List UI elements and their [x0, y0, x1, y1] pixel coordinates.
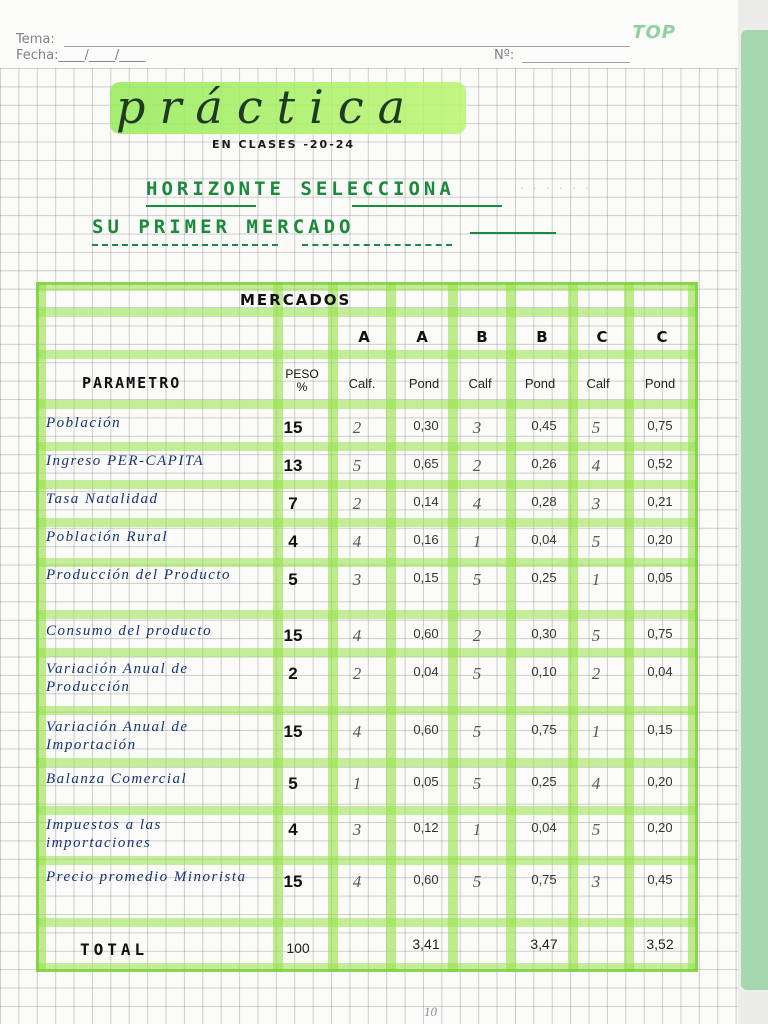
calf-b-value: 2 [472, 456, 482, 475]
pond-b-value: 0,25 [531, 570, 557, 585]
numero-label: Nº: [494, 48, 515, 63]
market-label: A [416, 328, 428, 346]
total-pond-b: 3,47 [530, 936, 558, 952]
calf-b-value: 5 [472, 722, 482, 741]
calf-b-value: 5 [472, 872, 482, 891]
calf-a-value: 2 [352, 494, 362, 513]
col-header-pond-a: Pond [408, 376, 440, 391]
calf-b-value: 5 [472, 774, 482, 793]
col-header-pond-b: Pond [524, 376, 556, 391]
pond-c-value: 0,52 [647, 456, 673, 471]
total-pond-c: 3,52 [646, 936, 674, 952]
peso-value: 13 [283, 456, 303, 475]
calf-c-value: 1 [591, 722, 601, 741]
peso-value: 15 [283, 418, 303, 437]
peso-value: 7 [288, 494, 298, 513]
peso-value: 2 [288, 664, 298, 683]
calf-b-value: 1 [472, 532, 482, 551]
calf-c-value: 3 [591, 494, 601, 513]
pond-b-value: 0,25 [531, 774, 557, 789]
pond-b-value: 0,04 [531, 820, 557, 835]
pond-b-value: 0,10 [531, 664, 557, 679]
calf-b-value: 3 [472, 418, 482, 437]
calf-a-value: 3 [352, 820, 362, 839]
pond-a-value: 0,30 [413, 418, 439, 433]
notebook-side-tab [741, 30, 768, 990]
calf-a-value: 4 [352, 532, 362, 551]
calf-c-value: 5 [591, 418, 601, 437]
pond-a-value: 0,15 [413, 570, 439, 585]
parameter-name: Población Rural [46, 529, 169, 545]
fecha-label: Fecha:____/____/____ [16, 48, 146, 63]
calf-c-value: 4 [591, 456, 601, 475]
pond-c-value: 0,21 [647, 494, 673, 509]
market-label: B [476, 328, 488, 346]
pond-c-value: 0,20 [647, 774, 673, 789]
parameter-name: Ingreso PER-CAPITA [46, 453, 205, 469]
parameter-name: Precio promedio Minorista [46, 869, 247, 885]
peso-value: 15 [283, 626, 303, 645]
tema-line [64, 46, 630, 47]
pond-c-value: 0,20 [647, 532, 673, 547]
market-label: C [656, 328, 668, 346]
calf-b-value: 1 [472, 820, 482, 839]
heading-underline-1b [352, 205, 502, 207]
total-label: TOTAL [80, 940, 149, 959]
heading-underline-2a [92, 244, 278, 246]
heading-line-1: HORIZONTE SELECCIONA [146, 178, 455, 200]
peso-value: 4 [288, 820, 298, 839]
pond-b-value: 0,75 [531, 722, 557, 737]
parameter-name: Variación Anual de Importación [46, 719, 189, 753]
peso-value: 15 [283, 872, 303, 891]
peso-value: 15 [283, 722, 303, 741]
brand-logo: TOP [632, 22, 676, 43]
practica-title: práctica [116, 80, 420, 134]
numero-line [522, 62, 630, 63]
peso-value: 5 [288, 570, 298, 589]
pond-a-value: 0,04 [413, 664, 439, 679]
pond-a-value: 0,16 [413, 532, 439, 547]
heading-underline-1a [146, 205, 256, 207]
pond-a-value: 0,65 [413, 456, 439, 471]
pond-a-value: 0,12 [413, 820, 439, 835]
pond-b-value: 0,26 [531, 456, 557, 471]
peso-value: 5 [288, 774, 298, 793]
parameter-name: Población [46, 415, 122, 431]
pond-a-value: 0,60 [413, 722, 439, 737]
parameter-name: Consumo del producto [46, 623, 213, 639]
table-caption: MERCADOS [240, 291, 352, 309]
pond-c-value: 0,75 [647, 626, 673, 641]
pond-c-value: 0,05 [647, 570, 673, 585]
markets-table [36, 282, 698, 972]
calf-b-value: 4 [472, 494, 482, 513]
total-pond-a: 3,41 [412, 936, 440, 952]
calf-c-value: 1 [591, 570, 601, 589]
pond-c-value: 0,45 [647, 872, 673, 887]
calf-c-value: 3 [591, 872, 601, 891]
col-header-calf-a: Calf. [348, 376, 376, 391]
total-peso: 100 [286, 940, 310, 956]
calf-a-value: 4 [352, 722, 362, 741]
market-label: B [536, 328, 548, 346]
pond-b-value: 0,45 [531, 418, 557, 433]
pond-b-value: 0,30 [531, 626, 557, 641]
pond-c-value: 0,75 [647, 418, 673, 433]
parameter-name: Balanza Comercial [46, 771, 188, 787]
practica-subtitle: EN CLASES -20-24 [212, 138, 356, 151]
calf-b-value: 5 [472, 664, 482, 683]
pond-c-value: 0,20 [647, 820, 673, 835]
market-label: A [358, 328, 370, 346]
calf-b-value: 2 [472, 626, 482, 645]
pond-c-value: 0,15 [647, 722, 673, 737]
pond-b-value: 0,75 [531, 872, 557, 887]
market-label: C [596, 328, 608, 346]
calf-a-value: 2 [352, 664, 362, 683]
page-number: 10 [424, 1004, 437, 1019]
col-header-calf-c: Calf [586, 376, 610, 391]
heading-underline-2b [302, 244, 452, 246]
parameter-name: Impuestos a las importaciones [46, 817, 162, 851]
parametro-header: PARAMETRO [82, 374, 182, 392]
pond-a-value: 0,60 [413, 872, 439, 887]
calf-a-value: 5 [352, 456, 362, 475]
heading-dash-line [470, 232, 556, 234]
parameter-name: Producción del Producto [46, 567, 232, 583]
calf-b-value: 5 [472, 570, 482, 589]
heading-line-2: SU PRIMER MERCADO [92, 216, 355, 238]
pond-b-value: 0,04 [531, 532, 557, 547]
calf-a-value: 1 [352, 774, 362, 793]
faded-marks: · · · · · · [520, 182, 592, 195]
calf-a-value: 4 [352, 626, 362, 645]
pond-b-value: 0,28 [531, 494, 557, 509]
col-header-calf-b: Calf [468, 376, 492, 391]
calf-c-value: 5 [591, 532, 601, 551]
calf-a-value: 4 [352, 872, 362, 891]
calf-a-value: 3 [352, 570, 362, 589]
parameter-name: Tasa Natalidad [46, 491, 159, 507]
calf-a-value: 2 [352, 418, 362, 437]
parameter-name: Variación Anual de Producción [46, 661, 189, 695]
calf-c-value: 4 [591, 774, 601, 793]
calf-c-value: 5 [591, 626, 601, 645]
peso-header: PESO % [285, 367, 319, 394]
calf-c-value: 2 [591, 664, 601, 683]
col-header-pond-c: Pond [644, 376, 676, 391]
pond-a-value: 0,05 [413, 774, 439, 789]
pond-a-value: 0,14 [413, 494, 439, 509]
pond-c-value: 0,04 [647, 664, 673, 679]
pond-a-value: 0,60 [413, 626, 439, 641]
tema-label: Tema: [16, 32, 55, 47]
peso-value: 4 [288, 532, 298, 551]
calf-c-value: 5 [591, 820, 601, 839]
